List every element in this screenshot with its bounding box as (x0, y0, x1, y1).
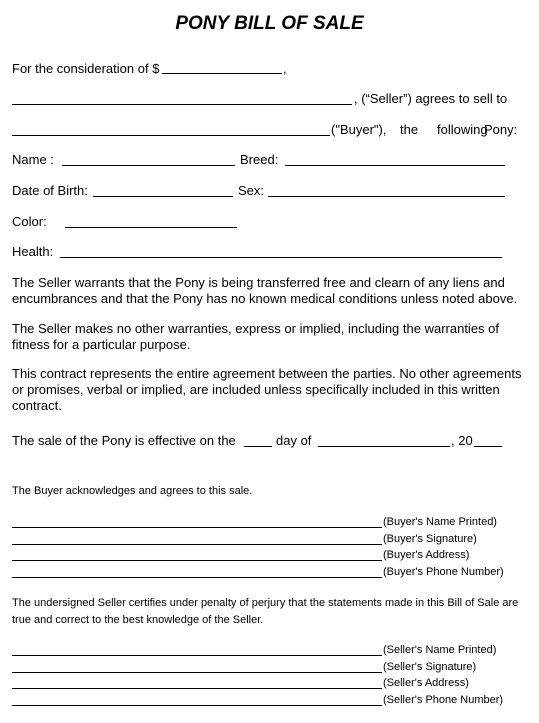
seller-phone-blank[interactable] (12, 705, 382, 706)
consideration-blank[interactable] (162, 73, 282, 74)
buyer-address-label: (Buyer's Address) (383, 549, 470, 561)
color-label: Color: (12, 214, 47, 229)
buyer-pony: Pony: (484, 122, 518, 137)
no-other-warranties-paragraph: The Seller makes no other warranties, express or implied, including the warranties of fitness for a particular purpose. (12, 321, 500, 352)
buyer-the: the (400, 122, 419, 137)
seller-name-printed-label: (Seller's Name Printed) (383, 644, 497, 656)
sex-blank[interactable] (268, 196, 505, 197)
sex-label: Sex: (238, 183, 265, 198)
consideration-comma: , (283, 61, 287, 76)
buyer-signature-blank[interactable] (12, 544, 382, 545)
effective-month-blank[interactable] (318, 446, 450, 447)
pony-name-blank[interactable] (62, 165, 235, 166)
health-label: Health: (12, 244, 54, 259)
seller-label: , (“Seller”) agrees to sell to (354, 91, 508, 106)
seller-address-label: (Seller's Address) (383, 677, 469, 689)
entire-agreement-paragraph: This contract represents the entire agreement between the parties. No other agreements or promises, verbal or implied, are included unless specifically included in this written contract. (12, 366, 522, 413)
document-title: PONY BILL OF SALE (175, 13, 364, 34)
effective-day-blank[interactable] (244, 446, 272, 447)
seller-signature-label: (Seller's Signature) (383, 661, 477, 673)
buyer-name-blank[interactable] (12, 135, 330, 136)
buyer-phone-label: (Buyer's Phone Number) (383, 566, 504, 578)
dob-blank[interactable] (93, 196, 233, 197)
effective-day-of: day of (276, 433, 312, 448)
color-blank[interactable] (65, 227, 237, 228)
name-label: Name : (12, 152, 54, 167)
buyer-phone-blank[interactable] (12, 577, 382, 578)
seller-name-blank[interactable] (12, 104, 352, 105)
buyer-address-blank[interactable] (12, 560, 382, 561)
buyer-name-printed-label: (Buyer's Name Printed) (383, 516, 497, 528)
buyer-signature-label: (Buyer's Signature) (383, 533, 477, 545)
health-blank[interactable] (60, 257, 502, 258)
seller-address-blank[interactable] (12, 688, 382, 689)
warranty-paragraph: The Seller warrants that the Pony is being transferred free and clearn of any liens and encumbrances and that the Pony has no known medical conditions unless noted above. (12, 275, 518, 306)
buyer-following: following (437, 122, 488, 137)
effective-year-blank[interactable] (474, 446, 502, 447)
buyer-label: ("Buyer"), (331, 122, 387, 137)
consideration-label: For the consideration of $ (12, 61, 160, 76)
seller-signature-blank[interactable] (12, 672, 382, 673)
buyer-acknowledgement: The Buyer acknowledges and agrees to this sale. (12, 485, 253, 497)
breed-blank[interactable] (285, 165, 505, 166)
effective-year-label: , 20 (451, 433, 473, 448)
seller-certification: The undersigned Seller certifies under penalty of perjury that the statements made in this Bill of Sale are true and correct to the best knowledge of the Seller. (12, 597, 519, 626)
seller-name-printed-blank[interactable] (12, 655, 382, 656)
breed-label: Breed: (240, 152, 279, 167)
dob-label: Date of Birth: (12, 183, 88, 198)
buyer-name-printed-blank[interactable] (12, 527, 382, 528)
effective-label: The sale of the Pony is effective on the (12, 433, 236, 448)
seller-phone-label: (Seller's Phone Number) (383, 694, 504, 706)
